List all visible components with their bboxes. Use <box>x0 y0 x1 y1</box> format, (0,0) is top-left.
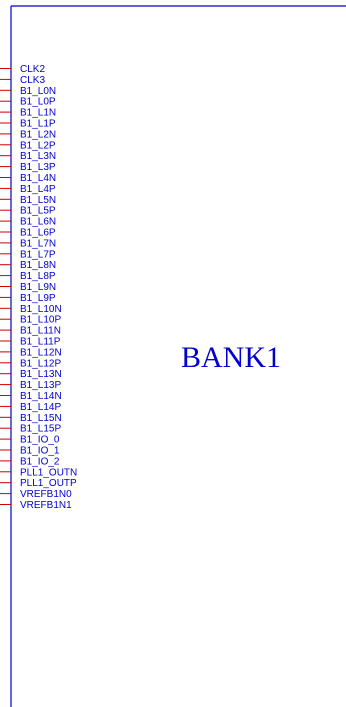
pin-label: B1_L5N <box>20 194 57 206</box>
pin-label: B1_L8P <box>20 271 56 283</box>
pin-label: B1_L10N <box>20 303 62 315</box>
pin-label: B1_L15P <box>20 423 62 435</box>
pin-label: PLL1_OUTP <box>20 478 77 490</box>
pin-label: B1_L9P <box>20 292 56 304</box>
pin-label: B1_IO_2 <box>20 456 60 468</box>
pin-label: CLK3 <box>20 74 46 86</box>
bank-title: BANK1 <box>180 341 282 374</box>
pin-label: B1_L11N <box>20 325 61 337</box>
pin-label: B1_L11P <box>20 336 61 348</box>
pin-label: B1_L13N <box>20 369 62 381</box>
pin-label: B1_L3N <box>20 151 57 163</box>
pin-label: B1_L4P <box>20 183 56 195</box>
pin-label: B1_L8N <box>20 260 57 272</box>
pin-label: VREFB1N1 <box>20 500 72 511</box>
pin-label: B1_L9N <box>20 282 57 293</box>
pin-label: B1_L13P <box>20 380 62 392</box>
pin-label: B1_L14N <box>20 391 62 402</box>
pin-label: B1_L7N <box>20 238 57 250</box>
pin-label: B1_L12P <box>20 358 62 370</box>
pin-label: B1_L4N <box>20 173 57 184</box>
pin-label: B1_L10P <box>20 314 62 326</box>
pin-label: B1_L0N <box>20 85 57 97</box>
pin-label: B1_L1P <box>20 118 56 130</box>
pin-label: B1_IO_0 <box>20 434 60 446</box>
pin-label: B1_L7P <box>20 249 56 261</box>
pin-label: B1_L15N <box>20 412 62 424</box>
pin-label: VREFB1N0 <box>20 489 72 501</box>
pin-label: CLK2 <box>20 64 46 75</box>
pin-label: B1_L12N <box>20 347 62 359</box>
pin-label: B1_L1N <box>20 107 57 119</box>
pin-label: B1_L2N <box>20 129 57 141</box>
pin-label: B1_L5P <box>20 205 56 217</box>
pin-label: B1_L2P <box>20 140 56 152</box>
pin-label: B1_L14P <box>20 401 62 413</box>
pin-label: B1_L6N <box>20 216 57 228</box>
pin-label: B1_L0P <box>20 96 56 108</box>
pin-label: PLL1_OUTN <box>20 467 78 479</box>
pin-label: B1_L6P <box>20 227 56 239</box>
pin-label: B1_IO_1 <box>20 445 60 457</box>
pin-label: B1_L3P <box>20 162 56 174</box>
